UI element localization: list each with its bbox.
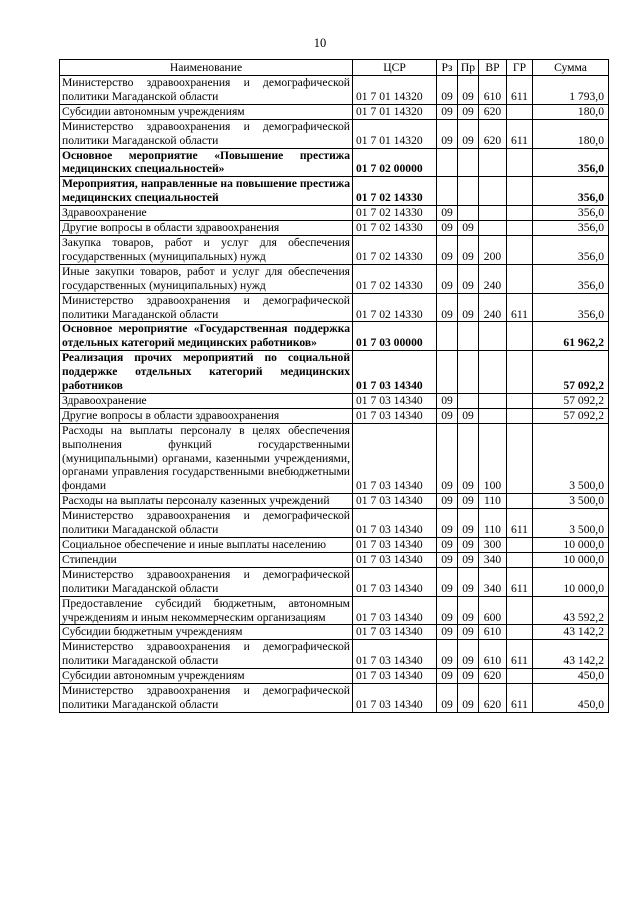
row-sum: 10 000,0 xyxy=(533,567,609,596)
row-csr: 01 7 03 14340 xyxy=(353,509,437,538)
row-vr: 610 xyxy=(479,76,507,105)
row-pr xyxy=(458,322,479,351)
row-vr: 610 xyxy=(479,625,507,640)
row-gr xyxy=(507,206,533,221)
row-pr: 09 xyxy=(458,264,479,293)
table-row xyxy=(60,669,609,684)
row-csr: 01 7 03 14340 xyxy=(353,552,437,567)
row-sum: 1 793,0 xyxy=(533,76,609,105)
table-row xyxy=(60,552,609,567)
row-csr: 01 7 02 14330 xyxy=(353,177,437,206)
row-name: Стипендии xyxy=(60,552,353,567)
row-csr: 01 7 03 14340 xyxy=(353,567,437,596)
table-row xyxy=(60,393,609,408)
row-rz: 09 xyxy=(437,567,458,596)
row-name: Мероприятия, направленные на повышение престижа медицинских специальностей xyxy=(60,177,353,206)
row-vr: 240 xyxy=(479,264,507,293)
row-gr xyxy=(507,148,533,177)
row-sum: 57 092,2 xyxy=(533,351,609,394)
row-gr xyxy=(507,235,533,264)
row-name: Иные закупки товаров, работ и услуг для обеспечения государственных (муниципальных) нужд xyxy=(60,264,353,293)
row-gr xyxy=(507,264,533,293)
row-rz: 09 xyxy=(437,684,458,713)
row-csr: 01 7 02 14330 xyxy=(353,293,437,322)
row-rz: 09 xyxy=(437,596,458,625)
row-name: Расходы на выплаты персоналу в целях обеспечения выполнения функций государственными (муниципальными) органами, казенными учреждениями, органами управления государственными внебюджетными фондами xyxy=(60,423,353,494)
row-vr: 200 xyxy=(479,235,507,264)
row-rz: 09 xyxy=(437,235,458,264)
row-sum: 450,0 xyxy=(533,684,609,713)
row-gr xyxy=(507,423,533,494)
row-name: Министерство здравоохранения и демографической политики Магаданской области xyxy=(60,640,353,669)
header-pr: Пр xyxy=(458,60,479,76)
row-pr xyxy=(458,206,479,221)
row-name: Субсидии бюджетным учреждениям xyxy=(60,625,353,640)
header-rz: Рз xyxy=(437,60,458,76)
row-rz: 09 xyxy=(437,669,458,684)
row-rz: 09 xyxy=(437,293,458,322)
row-pr: 09 xyxy=(458,235,479,264)
row-pr xyxy=(458,177,479,206)
row-rz: 09 xyxy=(437,408,458,423)
row-name: Министерство здравоохранения и демографической политики Магаданской области xyxy=(60,567,353,596)
row-rz: 09 xyxy=(437,423,458,494)
row-rz: 09 xyxy=(437,76,458,105)
table-row xyxy=(60,408,609,423)
row-name: Субсидии автономным учреждениям xyxy=(60,104,353,119)
row-gr: 611 xyxy=(507,567,533,596)
row-csr: 01 7 03 14340 xyxy=(353,640,437,669)
row-vr xyxy=(479,322,507,351)
table-row xyxy=(60,221,609,236)
table-row xyxy=(60,625,609,640)
row-name: Основное мероприятие «Повышение престижа медицинских специальностей» xyxy=(60,148,353,177)
row-gr xyxy=(507,351,533,394)
row-gr xyxy=(507,538,533,553)
table-row xyxy=(60,235,609,264)
table-row xyxy=(60,104,609,119)
row-name: Министерство здравоохранения и демографической политики Магаданской области xyxy=(60,293,353,322)
row-pr: 09 xyxy=(458,76,479,105)
row-csr: 01 7 02 14330 xyxy=(353,235,437,264)
row-vr xyxy=(479,221,507,236)
row-csr: 01 7 03 14340 xyxy=(353,625,437,640)
table-row xyxy=(60,423,609,494)
page-number: 10 xyxy=(313,36,327,50)
row-csr: 01 7 01 14320 xyxy=(353,104,437,119)
table-row xyxy=(60,322,609,351)
table-row xyxy=(60,206,609,221)
header-gr: ГР xyxy=(507,60,533,76)
row-gr xyxy=(507,552,533,567)
row-sum: 57 092,2 xyxy=(533,393,609,408)
row-csr: 01 7 03 14340 xyxy=(353,423,437,494)
row-pr: 09 xyxy=(458,119,479,148)
row-gr: 611 xyxy=(507,684,533,713)
row-vr: 340 xyxy=(479,567,507,596)
row-vr: 600 xyxy=(479,596,507,625)
row-pr: 09 xyxy=(458,104,479,119)
row-rz: 09 xyxy=(437,625,458,640)
row-name: Другие вопросы в области здравоохранения xyxy=(60,408,353,423)
row-csr: 01 7 02 00000 xyxy=(353,148,437,177)
row-vr xyxy=(479,148,507,177)
row-pr: 09 xyxy=(458,625,479,640)
row-vr: 610 xyxy=(479,640,507,669)
table-row xyxy=(60,596,609,625)
row-vr: 620 xyxy=(479,104,507,119)
row-pr: 09 xyxy=(458,221,479,236)
row-pr: 09 xyxy=(458,538,479,553)
row-sum: 356,0 xyxy=(533,206,609,221)
row-vr: 100 xyxy=(479,423,507,494)
table-body xyxy=(60,76,609,713)
row-name: Субсидии автономным учреждениям xyxy=(60,669,353,684)
row-gr xyxy=(507,669,533,684)
row-gr xyxy=(507,322,533,351)
row-csr: 01 7 02 14330 xyxy=(353,264,437,293)
row-pr: 09 xyxy=(458,423,479,494)
row-rz: 09 xyxy=(437,509,458,538)
row-rz: 09 xyxy=(437,393,458,408)
row-rz: 09 xyxy=(437,640,458,669)
row-name: Закупка товаров, работ и услуг для обеспечения государственных (муниципальных) нужд xyxy=(60,235,353,264)
row-vr xyxy=(479,351,507,394)
header-sum: Сумма xyxy=(533,60,609,76)
row-csr: 01 7 03 14340 xyxy=(353,684,437,713)
table-header-row xyxy=(60,60,609,76)
row-sum: 43 142,2 xyxy=(533,640,609,669)
row-gr: 611 xyxy=(507,76,533,105)
row-vr: 340 xyxy=(479,552,507,567)
row-sum: 356,0 xyxy=(533,177,609,206)
budget-table xyxy=(59,59,609,713)
row-csr: 01 7 01 14320 xyxy=(353,76,437,105)
table-row xyxy=(60,351,609,394)
row-sum: 356,0 xyxy=(533,148,609,177)
row-csr: 01 7 02 14330 xyxy=(353,206,437,221)
row-name: Министерство здравоохранения и демографической политики Магаданской области xyxy=(60,119,353,148)
row-csr: 01 7 03 14340 xyxy=(353,538,437,553)
row-sum: 356,0 xyxy=(533,293,609,322)
row-gr xyxy=(507,104,533,119)
row-rz: 09 xyxy=(437,494,458,509)
header-csr: ЦСР xyxy=(353,60,437,76)
row-csr: 01 7 03 14340 xyxy=(353,393,437,408)
row-pr xyxy=(458,148,479,177)
row-sum: 180,0 xyxy=(533,119,609,148)
row-pr: 09 xyxy=(458,494,479,509)
header-vr: ВР xyxy=(479,60,507,76)
row-csr: 01 7 03 14340 xyxy=(353,669,437,684)
row-sum: 57 092,2 xyxy=(533,408,609,423)
row-pr: 09 xyxy=(458,552,479,567)
row-gr: 611 xyxy=(507,293,533,322)
row-name: Основное мероприятие «Государственная поддержка отдельных категорий медицинских работников» xyxy=(60,322,353,351)
row-name: Расходы на выплаты персоналу казенных учреждений xyxy=(60,494,353,509)
row-sum: 10 000,0 xyxy=(533,552,609,567)
row-csr: 01 7 01 14320 xyxy=(353,119,437,148)
row-gr xyxy=(507,596,533,625)
row-csr: 01 7 03 14340 xyxy=(353,351,437,394)
row-sum: 43 142,2 xyxy=(533,625,609,640)
row-name: Реализация прочих мероприятий по социальной поддержке отдельных категорий медицинских работников xyxy=(60,351,353,394)
row-rz: 09 xyxy=(437,119,458,148)
row-gr xyxy=(507,221,533,236)
table-row xyxy=(60,494,609,509)
row-gr xyxy=(507,393,533,408)
row-vr: 110 xyxy=(479,494,507,509)
row-gr: 611 xyxy=(507,119,533,148)
row-pr: 09 xyxy=(458,684,479,713)
row-pr: 09 xyxy=(458,567,479,596)
row-sum: 61 962,2 xyxy=(533,322,609,351)
row-pr xyxy=(458,351,479,394)
table-row xyxy=(60,76,609,105)
row-csr: 01 7 02 14330 xyxy=(353,221,437,236)
table-row xyxy=(60,119,609,148)
row-rz xyxy=(437,322,458,351)
row-pr: 09 xyxy=(458,640,479,669)
row-rz xyxy=(437,177,458,206)
row-pr: 09 xyxy=(458,509,479,538)
row-gr: 611 xyxy=(507,640,533,669)
row-csr: 01 7 03 14340 xyxy=(353,494,437,509)
row-sum: 450,0 xyxy=(533,669,609,684)
row-rz: 09 xyxy=(437,206,458,221)
row-gr xyxy=(507,494,533,509)
row-name: Предоставление субсидий бюджетным, автономным учреждениям и иным некоммерческим организациям xyxy=(60,596,353,625)
row-vr xyxy=(479,206,507,221)
row-vr: 620 xyxy=(479,119,507,148)
row-rz: 09 xyxy=(437,264,458,293)
header-name: Наименование xyxy=(60,60,353,76)
table-row xyxy=(60,538,609,553)
row-pr: 09 xyxy=(458,293,479,322)
row-name: Другие вопросы в области здравоохранения xyxy=(60,221,353,236)
row-rz: 09 xyxy=(437,221,458,236)
row-name: Министерство здравоохранения и демографической политики Магаданской области xyxy=(60,76,353,105)
table-row xyxy=(60,684,609,713)
row-gr xyxy=(507,177,533,206)
row-vr: 620 xyxy=(479,669,507,684)
row-name: Здравоохранение xyxy=(60,393,353,408)
table-row xyxy=(60,509,609,538)
row-vr: 620 xyxy=(479,684,507,713)
table-row xyxy=(60,640,609,669)
row-rz: 09 xyxy=(437,538,458,553)
row-sum: 356,0 xyxy=(533,235,609,264)
row-name: Министерство здравоохранения и демографической политики Магаданской области xyxy=(60,684,353,713)
table-row xyxy=(60,177,609,206)
row-rz xyxy=(437,351,458,394)
table-row xyxy=(60,148,609,177)
row-vr: 110 xyxy=(479,509,507,538)
row-vr xyxy=(479,393,507,408)
row-vr xyxy=(479,177,507,206)
table-row xyxy=(60,293,609,322)
row-gr: 611 xyxy=(507,509,533,538)
row-sum: 3 500,0 xyxy=(533,423,609,494)
row-rz: 09 xyxy=(437,104,458,119)
row-vr xyxy=(479,408,507,423)
row-sum: 3 500,0 xyxy=(533,494,609,509)
row-sum: 3 500,0 xyxy=(533,509,609,538)
row-csr: 01 7 03 00000 xyxy=(353,322,437,351)
row-pr xyxy=(458,393,479,408)
row-sum: 356,0 xyxy=(533,221,609,236)
row-pr: 09 xyxy=(458,408,479,423)
row-csr: 01 7 03 14340 xyxy=(353,408,437,423)
row-vr: 300 xyxy=(479,538,507,553)
row-sum: 180,0 xyxy=(533,104,609,119)
row-name: Социальное обеспечение и иные выплаты населению xyxy=(60,538,353,553)
row-pr: 09 xyxy=(458,596,479,625)
row-sum: 43 592,2 xyxy=(533,596,609,625)
row-gr xyxy=(507,408,533,423)
row-pr: 09 xyxy=(458,669,479,684)
row-sum: 356,0 xyxy=(533,264,609,293)
row-gr xyxy=(507,625,533,640)
row-rz: 09 xyxy=(437,552,458,567)
table-row xyxy=(60,567,609,596)
row-vr: 240 xyxy=(479,293,507,322)
row-sum: 10 000,0 xyxy=(533,538,609,553)
row-name: Министерство здравоохранения и демографической политики Магаданской области xyxy=(60,509,353,538)
row-csr: 01 7 03 14340 xyxy=(353,596,437,625)
row-rz xyxy=(437,148,458,177)
row-name: Здравоохранение xyxy=(60,206,353,221)
table-row xyxy=(60,264,609,293)
